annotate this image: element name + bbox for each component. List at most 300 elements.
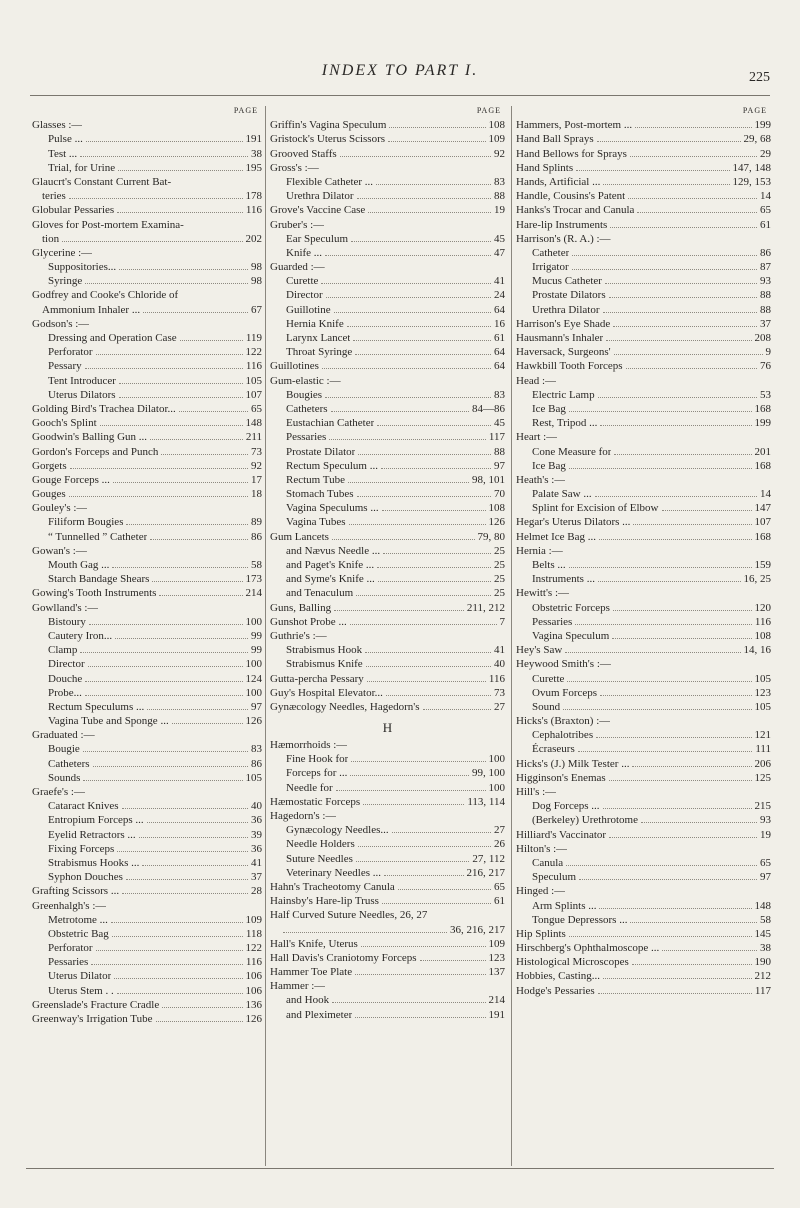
index-entry bbox=[516, 870, 771, 884]
entry-page: 123 bbox=[488, 951, 505, 964]
index-entry bbox=[516, 515, 771, 529]
index-entry bbox=[516, 927, 771, 941]
leader-dots bbox=[143, 312, 248, 313]
index-entry bbox=[270, 880, 505, 894]
entry-label: Rest, Tripod ... bbox=[532, 417, 598, 430]
entry-page: 119 bbox=[245, 332, 262, 344]
entry-label: Vagina Speculum bbox=[532, 629, 610, 642]
leader-dots bbox=[179, 411, 248, 412]
entry-label: Hare-lip Instruments bbox=[516, 218, 608, 231]
entry-label: Obstetric Forceps bbox=[532, 601, 610, 614]
entry-page: 83 bbox=[494, 175, 505, 188]
leader-dots bbox=[357, 496, 491, 497]
index-entry bbox=[270, 529, 505, 543]
page-number: 225 bbox=[749, 70, 770, 85]
entry-page: 88 bbox=[760, 289, 771, 302]
index-entry bbox=[516, 842, 771, 856]
entry-page: 124 bbox=[245, 672, 262, 685]
entry-label: Catheters bbox=[48, 757, 90, 770]
index-entry bbox=[270, 473, 505, 487]
leader-dots bbox=[356, 861, 470, 862]
entry-label: Grove's Vaccine Case bbox=[270, 204, 366, 217]
index-entry bbox=[270, 302, 505, 316]
leader-dots bbox=[423, 709, 491, 710]
index-column-1 bbox=[32, 106, 262, 1026]
entry-page: 39 bbox=[251, 828, 262, 841]
entry-page: 87 bbox=[760, 261, 771, 274]
entry-page: 122 bbox=[245, 942, 262, 955]
entry-page: 148 bbox=[754, 899, 771, 912]
entry-label: Glycerine :— bbox=[32, 246, 93, 259]
entry-label: Greenhalgh's :— bbox=[32, 899, 107, 912]
leader-dots bbox=[348, 482, 469, 483]
entry-page: 45 bbox=[494, 232, 505, 245]
index-entry bbox=[270, 1007, 505, 1021]
index-entry bbox=[516, 884, 771, 898]
entry-page: 16, 25 bbox=[743, 573, 771, 586]
entry-label: Hicks's (Braxton) :— bbox=[516, 715, 611, 728]
leader-dots bbox=[326, 297, 491, 298]
entry-page: 88 bbox=[760, 303, 771, 316]
entry-label: Entropium Forceps ... bbox=[48, 814, 144, 827]
entry-label: Ice Bag bbox=[532, 459, 566, 472]
entry-label: Cephalotribes bbox=[532, 729, 594, 742]
entry-label: Catheters bbox=[286, 402, 328, 415]
index-entry bbox=[32, 118, 262, 132]
index-entry bbox=[32, 998, 262, 1012]
entry-label: Gouge Forceps ... bbox=[32, 473, 110, 486]
entry-label: Flexible Catheter ... bbox=[286, 175, 374, 188]
index-entry bbox=[516, 586, 771, 600]
index-entry bbox=[516, 260, 771, 274]
entry-page: 83 bbox=[494, 388, 505, 401]
leader-dots bbox=[365, 652, 491, 653]
index-entry bbox=[516, 785, 771, 799]
index-entry bbox=[32, 175, 262, 189]
leader-dots bbox=[355, 1017, 485, 1018]
index-entry bbox=[270, 558, 505, 572]
entry-label: Goodwin's Balling Gun ... bbox=[32, 431, 148, 444]
index-column-2 bbox=[270, 106, 505, 1022]
entry-page: 37 bbox=[251, 871, 262, 884]
entry-page: 89 bbox=[251, 516, 262, 529]
index-entry bbox=[516, 714, 771, 728]
entry-label: Mouth Gag ... bbox=[48, 559, 110, 571]
leader-dots bbox=[336, 790, 486, 791]
entry-label: Filiform Bougies bbox=[48, 516, 124, 529]
entry-label: Tongue Depressors ... bbox=[532, 913, 628, 926]
entry-page: 195 bbox=[245, 161, 262, 174]
index-entry bbox=[32, 856, 262, 870]
entry-label: Hahn's Tracheotomy Canula bbox=[270, 880, 395, 893]
leader-dots bbox=[563, 709, 751, 710]
index-entry bbox=[516, 473, 771, 487]
entry-label: Hirschberg's Ophthalmoscope ... bbox=[516, 942, 660, 955]
entry-page: 86 bbox=[760, 246, 771, 259]
entry-page: 88 bbox=[494, 190, 505, 203]
entry-page: 28 bbox=[251, 885, 262, 898]
header-rule bbox=[30, 95, 770, 96]
index-entry bbox=[32, 983, 262, 997]
index-entry bbox=[516, 331, 771, 345]
index-entry bbox=[516, 969, 771, 983]
index-entry bbox=[32, 529, 262, 543]
entry-label: Gowing's Tooth Instruments bbox=[32, 587, 157, 600]
leader-dots bbox=[361, 946, 486, 947]
page-column-label: PAGE bbox=[476, 106, 501, 115]
leader-dots bbox=[626, 368, 757, 369]
index-entry bbox=[270, 993, 505, 1007]
index-entry bbox=[516, 246, 771, 260]
entry-page: 64 bbox=[494, 360, 505, 373]
entry-label: Graefe's :— bbox=[32, 786, 85, 798]
leader-dots bbox=[161, 454, 248, 455]
index-entry bbox=[516, 388, 771, 402]
index-entry bbox=[32, 416, 262, 430]
entry-label: and Tenaculum bbox=[286, 587, 354, 600]
entry-page: 106 bbox=[245, 970, 262, 983]
index-entry bbox=[32, 714, 262, 728]
entry-label: Hawkbill Tooth Forceps bbox=[516, 360, 623, 373]
leader-dots bbox=[70, 468, 248, 469]
entry-page: 116 bbox=[245, 956, 262, 969]
entry-label: and Hook bbox=[286, 994, 330, 1007]
entry-page: 41 bbox=[494, 644, 505, 657]
index-entry bbox=[270, 288, 505, 302]
index-entry bbox=[516, 217, 771, 231]
entry-page: 73 bbox=[251, 445, 262, 458]
leader-dots bbox=[614, 354, 763, 355]
index-entry bbox=[516, 402, 771, 416]
index-entry bbox=[270, 317, 505, 331]
leader-dots bbox=[96, 950, 243, 951]
entry-page: 145 bbox=[754, 927, 771, 940]
entry-label: Guillotines bbox=[270, 360, 319, 373]
leader-dots bbox=[569, 567, 752, 568]
entry-label: Urethra Dilator bbox=[532, 303, 600, 316]
entry-page: 111 bbox=[755, 743, 771, 756]
entry-label: Harrison's (R. A.) :— bbox=[516, 232, 611, 245]
entry-page: 137 bbox=[488, 966, 505, 979]
leader-dots bbox=[126, 524, 248, 525]
leader-dots bbox=[62, 241, 242, 242]
entry-label: Gum Lancets bbox=[270, 530, 329, 543]
index-entry bbox=[32, 671, 262, 685]
index-entry bbox=[32, 771, 262, 785]
index-entry bbox=[516, 827, 771, 841]
entry-label: Bougie bbox=[48, 743, 80, 756]
index-entry bbox=[32, 913, 262, 927]
entry-label: Pessaries bbox=[286, 431, 327, 444]
leader-dots bbox=[386, 695, 491, 696]
entry-page: 64 bbox=[494, 303, 505, 316]
index-entry bbox=[270, 922, 505, 936]
leader-dots bbox=[351, 241, 491, 242]
index-entry bbox=[270, 951, 505, 965]
entry-page: 25 bbox=[494, 544, 505, 557]
index-entry bbox=[516, 317, 771, 331]
index-entry bbox=[270, 331, 505, 345]
entry-page: 73 bbox=[494, 686, 505, 699]
leader-dots bbox=[600, 695, 751, 696]
entry-page: 26 bbox=[494, 838, 505, 851]
leader-dots bbox=[119, 397, 243, 398]
entry-page: 88 bbox=[494, 445, 505, 458]
entry-label: Griffin's Vagina Speculum bbox=[270, 119, 387, 132]
entry-label: Gouley's :— bbox=[32, 502, 88, 515]
index-entry bbox=[270, 866, 505, 880]
entry-page: 38 bbox=[760, 942, 771, 955]
leader-dots bbox=[322, 368, 491, 369]
entry-label: Obstetric Bag bbox=[48, 927, 109, 940]
leader-dots bbox=[80, 156, 248, 157]
entry-label: Hinged :— bbox=[516, 885, 566, 898]
entry-page: 100 bbox=[245, 686, 262, 699]
index-entry bbox=[516, 501, 771, 515]
entry-label: Hanks's Trocar and Canula bbox=[516, 204, 635, 217]
entry-label: (Berkeley) Urethrotome bbox=[532, 814, 638, 827]
index-entry bbox=[516, 742, 771, 756]
entry-page: 67 bbox=[251, 303, 262, 316]
entry-page: 216, 217 bbox=[466, 866, 505, 879]
entry-label: and Pleximeter bbox=[286, 1008, 353, 1021]
leader-dots bbox=[113, 482, 248, 483]
entry-page: 19 bbox=[760, 828, 771, 841]
entry-page: 107 bbox=[245, 388, 262, 401]
leader-dots bbox=[334, 610, 464, 611]
entry-label: Gum-elastic :— bbox=[270, 374, 341, 387]
entry-page: 126 bbox=[245, 715, 262, 728]
entry-label: Haversack, Surgeons' bbox=[516, 346, 611, 359]
leader-dots bbox=[332, 1002, 485, 1003]
entry-page: 58 bbox=[251, 559, 262, 571]
entry-page: 126 bbox=[488, 516, 505, 529]
index-entry bbox=[516, 118, 771, 132]
entry-label: Godson's :— bbox=[32, 317, 90, 330]
leader-dots bbox=[637, 212, 757, 213]
leader-dots bbox=[392, 832, 491, 833]
index-entry bbox=[32, 232, 262, 246]
index-entry bbox=[32, 884, 262, 898]
entry-label: Stomach Tubes bbox=[286, 488, 354, 501]
entry-page: 108 bbox=[488, 119, 505, 132]
index-entry bbox=[270, 416, 505, 430]
index-entry bbox=[516, 813, 771, 827]
entry-page: 100 bbox=[245, 615, 262, 628]
leader-dots bbox=[172, 723, 243, 724]
leader-dots bbox=[355, 354, 491, 355]
entry-label: Vagina Tubes bbox=[286, 516, 346, 529]
entry-page: 212 bbox=[754, 970, 771, 983]
entry-label: Ammonium Inhaler ... bbox=[42, 303, 141, 316]
leader-dots bbox=[603, 312, 758, 313]
entry-page: 105 bbox=[245, 374, 262, 387]
entry-page: 92 bbox=[494, 147, 505, 160]
index-entry bbox=[270, 809, 505, 823]
index-entry bbox=[32, 898, 262, 912]
leader-dots bbox=[366, 666, 491, 667]
entry-page: 92 bbox=[251, 459, 262, 472]
entry-page: 121 bbox=[754, 729, 771, 742]
entry-page: 18 bbox=[251, 488, 262, 501]
index-entry bbox=[270, 908, 505, 922]
index-entry bbox=[270, 146, 505, 160]
leader-dots bbox=[93, 766, 248, 767]
entry-label: Urethra Dilator bbox=[286, 190, 354, 203]
index-entry bbox=[32, 459, 262, 473]
entry-page: 36, 216, 217 bbox=[450, 923, 505, 936]
index-entry bbox=[516, 913, 771, 927]
entry-label: Dog Forceps ... bbox=[532, 800, 600, 813]
entry-label: Uterus Dilators bbox=[48, 388, 116, 401]
entry-label: Probe... bbox=[48, 686, 82, 699]
entry-label: Prostate Dilator bbox=[286, 445, 356, 458]
entry-label: Curette bbox=[286, 275, 319, 288]
entry-label: Gristock's Uterus Scissors bbox=[270, 133, 386, 146]
entry-page: 116 bbox=[488, 672, 505, 685]
entry-label: Gowan's :— bbox=[32, 544, 87, 557]
entry-label: Hegar's Uterus Dilators ... bbox=[516, 516, 631, 529]
entry-page: 190 bbox=[754, 956, 771, 969]
entry-page: 93 bbox=[760, 275, 771, 288]
leader-dots bbox=[367, 681, 486, 682]
entry-label: Prostate Dilators bbox=[532, 289, 606, 302]
leader-dots bbox=[332, 539, 475, 540]
entry-label: Ovum Forceps bbox=[532, 686, 598, 699]
index-entry bbox=[516, 274, 771, 288]
entry-label: Cautery Iron... bbox=[48, 629, 113, 642]
leader-dots bbox=[118, 170, 242, 171]
entry-label: Gordon's Forceps and Punch bbox=[32, 445, 159, 458]
leader-dots bbox=[119, 383, 243, 384]
leader-dots bbox=[569, 936, 752, 937]
column-divider bbox=[511, 106, 512, 1166]
leader-dots bbox=[569, 411, 752, 412]
leader-dots bbox=[358, 454, 491, 455]
leader-dots bbox=[578, 751, 753, 752]
entry-label: Eyelid Retractors ... bbox=[48, 828, 136, 841]
entry-label: Irrigator bbox=[532, 261, 569, 274]
leader-dots bbox=[378, 581, 491, 582]
entry-label: Starch Bandage Shears bbox=[48, 573, 150, 586]
index-entry bbox=[270, 402, 505, 416]
entry-label: Forceps for ... bbox=[286, 767, 348, 780]
leader-dots bbox=[368, 212, 491, 213]
entry-page: 70 bbox=[494, 488, 505, 501]
leader-dots bbox=[388, 141, 485, 142]
leader-dots bbox=[162, 1007, 242, 1008]
entry-label: Hæmostatic Forceps bbox=[270, 795, 361, 808]
entry-page: 116 bbox=[245, 204, 262, 217]
leader-dots bbox=[119, 269, 248, 270]
index-entry bbox=[270, 937, 505, 951]
index-entry bbox=[32, 260, 262, 274]
entry-label: Uterus Dilator bbox=[48, 970, 112, 983]
entry-label: Guy's Hospital Elevator... bbox=[270, 686, 383, 699]
entry-label: Hand Splints bbox=[516, 161, 574, 174]
entry-label: Gloves for Post-mortem Examina- bbox=[32, 218, 184, 231]
entry-page: 19 bbox=[494, 204, 505, 217]
entry-page: 98 bbox=[251, 275, 262, 288]
leader-dots bbox=[355, 974, 485, 975]
leader-dots bbox=[600, 425, 751, 426]
entry-label: Palate Saw ... bbox=[532, 488, 592, 501]
entry-label: Speculum bbox=[532, 871, 576, 884]
entry-page: 98, 101 bbox=[472, 473, 505, 486]
leader-dots bbox=[114, 978, 242, 979]
entry-label: tion bbox=[42, 232, 60, 245]
section-letter: H bbox=[382, 719, 393, 735]
index-entry bbox=[270, 132, 505, 146]
entry-label: Grafting Scissors ... bbox=[32, 885, 120, 898]
index-entry bbox=[32, 388, 262, 402]
entry-label: Ear Speculum bbox=[286, 232, 349, 245]
entry-label: Glasses :— bbox=[32, 119, 83, 132]
leader-dots bbox=[377, 425, 491, 426]
entry-label: Golding Bird's Trachea Dilator... bbox=[32, 402, 176, 415]
leader-dots bbox=[83, 780, 242, 781]
leader-dots bbox=[350, 775, 469, 776]
leader-dots bbox=[603, 184, 729, 185]
leader-dots bbox=[126, 879, 248, 880]
entry-label: Pessary bbox=[48, 360, 82, 373]
index-entry bbox=[270, 979, 505, 993]
leader-dots bbox=[86, 141, 243, 142]
index-entry bbox=[32, 302, 262, 316]
index-entry bbox=[270, 572, 505, 586]
index-entry bbox=[516, 189, 771, 203]
entry-label: Mucus Catheter bbox=[532, 275, 602, 288]
leader-dots bbox=[83, 751, 248, 752]
leader-dots bbox=[633, 524, 751, 525]
entry-label: Hagedorn's :— bbox=[270, 810, 337, 822]
index-entry bbox=[516, 132, 771, 146]
entry-label: Fine Hook for bbox=[286, 753, 349, 766]
index-entry bbox=[32, 700, 262, 714]
index-entry bbox=[32, 444, 262, 458]
leader-dots bbox=[325, 397, 491, 398]
entry-label: Splint for Excision of Elbow bbox=[532, 502, 659, 515]
entry-page: 45 bbox=[494, 417, 505, 430]
entry-label: Hand Ball Sprays bbox=[516, 133, 594, 146]
leader-dots bbox=[641, 822, 757, 823]
entry-page: 120 bbox=[754, 601, 771, 614]
index-entry bbox=[516, 558, 771, 572]
leader-dots bbox=[398, 889, 491, 890]
entry-label: Handle, Cousins's Patent bbox=[516, 190, 626, 203]
index-entry bbox=[32, 203, 262, 217]
entry-page: 76 bbox=[760, 360, 771, 373]
leader-dots bbox=[598, 581, 741, 582]
entry-label: Strabismus Hooks ... bbox=[48, 856, 140, 869]
entry-page: 208 bbox=[754, 332, 771, 344]
index-entry bbox=[270, 515, 505, 529]
index-entry bbox=[270, 501, 505, 515]
index-entry bbox=[270, 752, 505, 766]
index-entry bbox=[516, 856, 771, 870]
index-entry bbox=[32, 515, 262, 529]
leader-dots bbox=[632, 766, 751, 767]
entry-page: 65 bbox=[760, 856, 771, 869]
leader-dots bbox=[572, 255, 757, 256]
entry-label: Guns, Balling bbox=[270, 601, 332, 614]
entry-label: Test ... bbox=[48, 147, 78, 160]
entry-page: 168 bbox=[754, 530, 771, 543]
leader-dots bbox=[565, 652, 740, 653]
entry-page: 109 bbox=[488, 133, 505, 146]
leader-dots bbox=[598, 993, 752, 994]
leader-dots bbox=[69, 496, 248, 497]
